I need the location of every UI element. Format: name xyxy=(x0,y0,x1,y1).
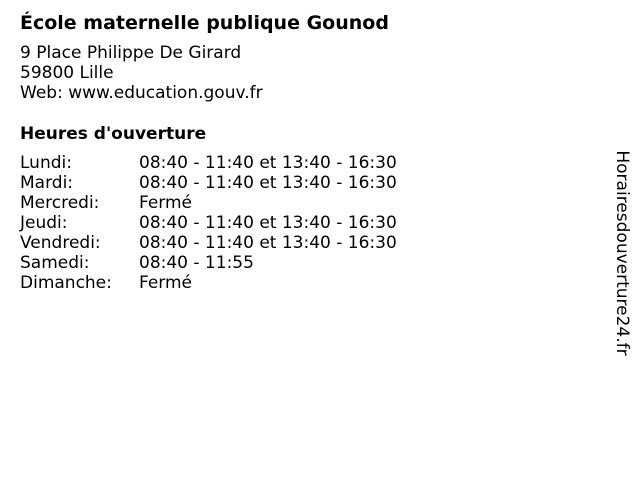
school-address xyxy=(20,43,263,103)
day-label: Mercredi: xyxy=(20,193,100,213)
day-hours: Fermé xyxy=(139,193,193,213)
day-label: Samedi: xyxy=(20,253,90,273)
day-hours: 08:40 - 11:40 et 13:40 - 16:30 xyxy=(139,173,397,193)
address-city: 59800 Lille xyxy=(20,63,114,83)
website-link[interactable]: Web: www.education.gouv.fr xyxy=(20,83,263,103)
day-label: Lundi: xyxy=(20,153,72,173)
day-hours: 08:40 - 11:40 et 13:40 - 16:30 xyxy=(139,233,397,253)
opening-hours-heading: Heures d'ouverture xyxy=(20,124,207,144)
address-street: 9 Place Philippe De Girard xyxy=(20,43,242,63)
school-name: École maternelle publique Gounod xyxy=(20,12,389,34)
site-watermark: Horairesdouverture24.fr xyxy=(612,150,632,356)
day-hours: 08:40 - 11:40 et 13:40 - 16:30 xyxy=(139,213,397,233)
day-label: Jeudi: xyxy=(20,213,68,233)
day-hours: 08:40 - 11:40 et 13:40 - 16:30 xyxy=(139,153,397,173)
day-label: Mardi: xyxy=(20,173,74,193)
day-label: Vendredi: xyxy=(20,233,101,253)
day-hours: 08:40 - 11:55 xyxy=(139,253,254,273)
day-hours: Fermé xyxy=(139,273,193,293)
day-label: Dimanche: xyxy=(20,273,112,293)
